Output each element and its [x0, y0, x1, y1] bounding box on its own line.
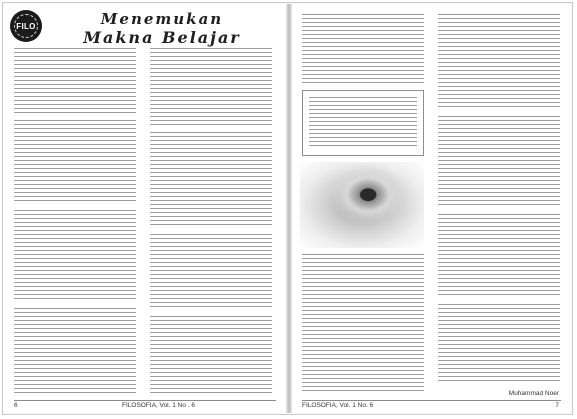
body-text-block: [150, 234, 272, 310]
body-text-block: [14, 308, 136, 394]
article-author: Muhammad Noer: [508, 390, 559, 397]
article-photo: [300, 162, 424, 248]
body-text-block: [14, 48, 136, 114]
body-text-block: [438, 116, 560, 208]
body-text-block: [14, 120, 136, 204]
pull-quote-text: [309, 97, 417, 149]
right-page: [292, 4, 571, 413]
left-page-column-2: [150, 48, 272, 396]
pull-quote-box: [302, 90, 424, 156]
body-text-block: [14, 210, 136, 302]
body-text-block: [150, 132, 272, 228]
left-page-column-1: [14, 48, 136, 396]
body-text-block: [150, 316, 272, 394]
right-page-number: 7: [555, 402, 559, 409]
left-page-number: 6: [14, 402, 18, 409]
left-page: [4, 4, 286, 413]
body-text-block: [302, 14, 424, 84]
right-page-column-1: [302, 14, 424, 396]
body-text-block: [438, 14, 560, 110]
footer-rule: [14, 400, 276, 401]
body-text-block: [302, 254, 424, 394]
body-text-block: [150, 48, 272, 126]
article-title-line2: Makna Belajar: [83, 28, 241, 47]
left-footer-label: FILOSOFIA, Vol. 1 No . 6: [122, 402, 195, 409]
body-text-block: [438, 214, 560, 298]
body-text-block: [438, 304, 560, 384]
magazine-logo-icon: FILO: [10, 10, 42, 42]
article-title-line1: Menemukan: [100, 10, 224, 28]
right-page-column-2: [438, 14, 560, 396]
right-footer-label: FILOSOFIA, Vol. 1 No. 6: [302, 402, 374, 409]
footer-rule: [302, 400, 561, 401]
